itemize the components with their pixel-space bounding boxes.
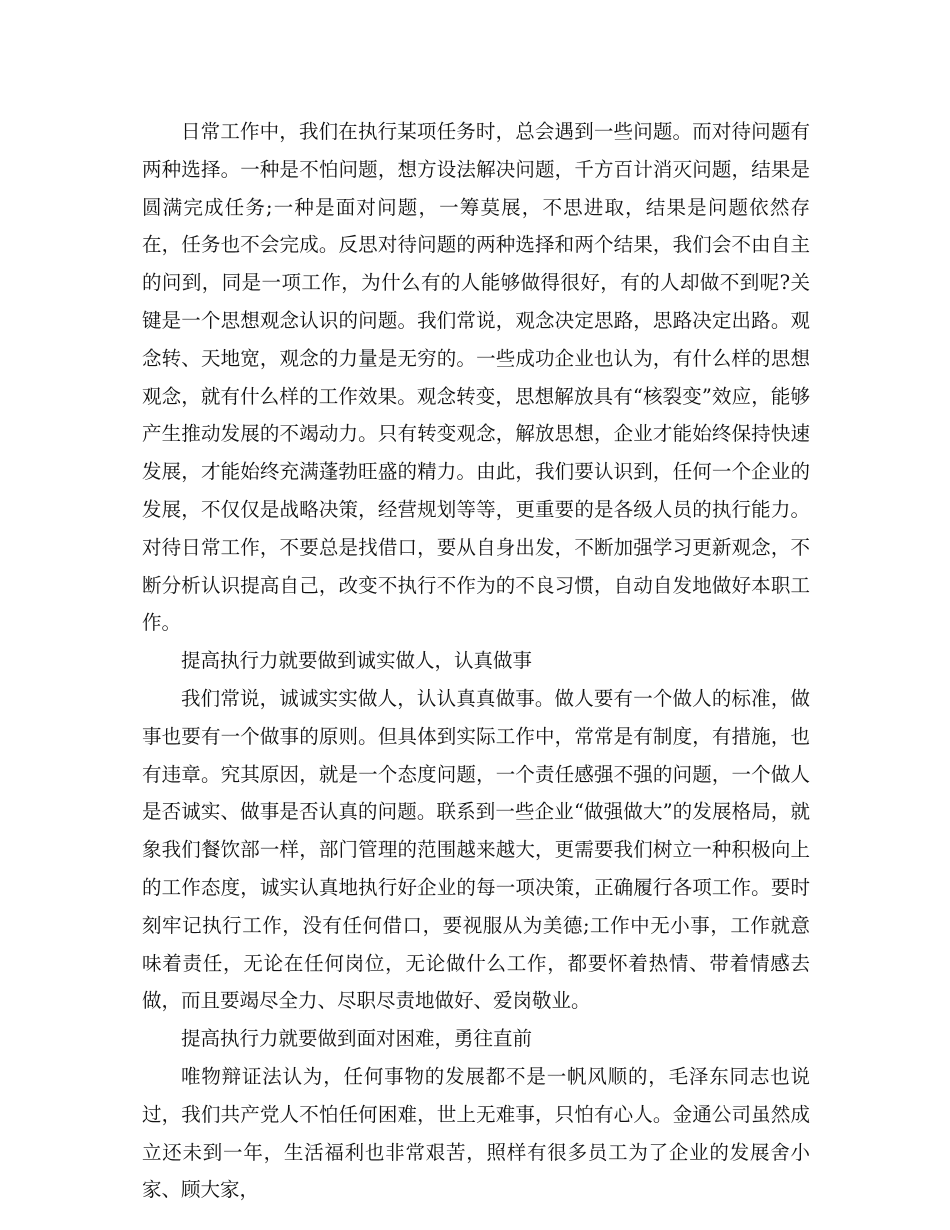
document-body [142,113,810,1209]
paragraph-1: 日常工作中，我们在执行某项任务时，总会遇到一些问题。而对待问题有两种选择。一种是不怕问题，想方设法解决问题，千方百计消灭问题，结果是圆满完成任务;一种是面对问题，一筹莫展，不思进取，结果是问题依然存在，任务也不会完成。反思对待问题的两种选择和两个结果，我们会不由自主的问到，同是一项工作，为什么有的人能够做得很好，有的人却做不到呢?关键是一个思想观念认识的问题。我们常说，观念决定思路，思路决定出路。观念转、天地宽，观念的力量是无穷的。一些成功企业也认为，有什么样的思想观念，就有什么样的工作效果。观念转变，思想解放具有“核裂变”效应，能够产生推动发展的不竭动力。只有转变观念，解放思想，企业才能始终保持快速发展，才能始终充满蓬勃旺盛的精力。由此，我们要认识到，任何一个企业的发展，不仅仅是战略决策，经营规划等等，更重要的是各级人员的执行能力。对待日常工作，不要总是找借口，要从自身出发，不断加强学习更新观念，不断分析认识提高自己，改变不执行不作为的不良习惯，自动自发地做好本职工作。 [142,120,810,635]
section-heading-difficulty: 提高执行力就要做到面对困难，勇往直前 [181,1027,533,1051]
paragraph-3: 唯物辩证法认为，任何事物的发展都不是一帆风顺的，毛泽东同志也说过，我们共产党人不怕任何困难，世上无难事，只怕有心人。金通公司虽然成立还未到一年，生活福利也非常艰苦，照样有很多员工为了企业的发展舍小家、顾大家， [142,1064,810,1202]
paragraph-2: 我们常说，诚诚实实做人，认认真真做事。做人要有一个做人的标准，做事也要有一个做事的原则。但具体到实际工作中，常常是有制度，有措施，也有违章。究其原因，就是一个态度问题，一个责任感强不强的问题，一个做人是否诚实、做事是否认真的问题。联系到一些企业“做强做大”的发展格局，就象我们餐饮部一样，部门管理的范围越来越大，更需要我们树立一种积极向上的工作态度，诚实认真地执行好企业的每一项决策，正确履行各项工作。要时刻牢记执行工作，没有任何借口，要视服从为美德;工作中无小事，工作就意味着责任，无论在任何岗位，无论做什么工作，都要怀着热情、带着情感去做，而且要竭尽全力、尽职尽责地做好、爱岗敬业。 [142,686,810,1013]
section-heading-honesty: 提高执行力就要做到诚实做人，认真做事 [181,649,533,673]
